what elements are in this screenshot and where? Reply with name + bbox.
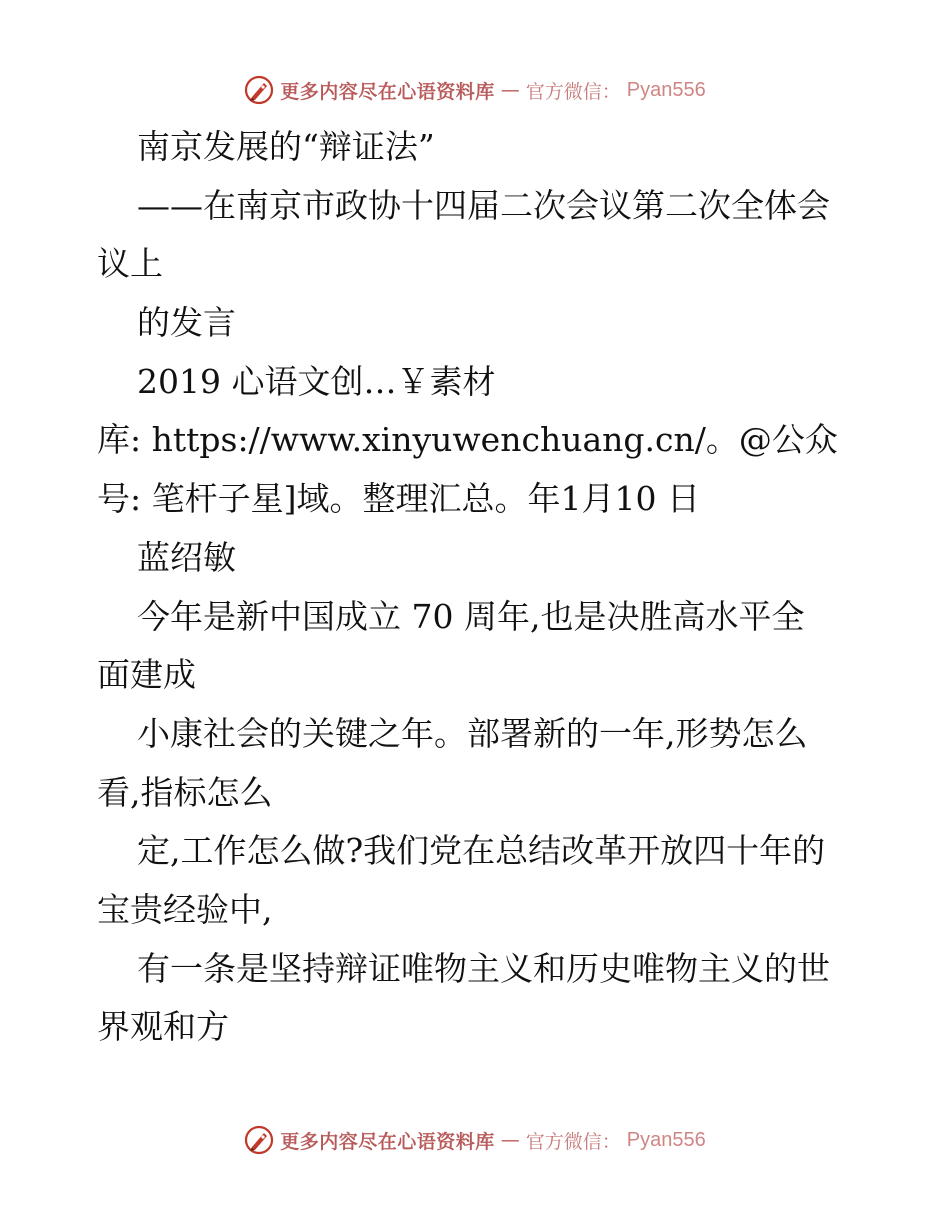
pen-logo-icon <box>244 1125 274 1155</box>
banner-text: 更多内容尽在心语资料库 <box>280 80 495 103</box>
text-line: 蓝绍敏 <box>137 537 236 577</box>
banner-wechat-label: 官方微信： <box>525 1130 621 1153</box>
text-line: 议上 <box>97 244 163 284</box>
text-line: 小康社会的关键之年。部署新的一年,形势怎么 <box>137 713 808 753</box>
text-line: 看,指标怎么 <box>97 772 273 812</box>
text-line: 的发言 <box>137 303 236 343</box>
text-line: 库: https://www.xinyuwenchuang.cn/。@公众 <box>97 420 838 460</box>
text-line: 今年是新中国成立 70 周年,也是决胜高水平全 <box>137 596 805 636</box>
banner-separator: — <box>500 1129 520 1151</box>
text-line: 号: 笔杆子星]域。整理汇总。年1月10 日 <box>97 479 700 519</box>
footer-banner <box>0 1120 950 1160</box>
text-line: 宝贵经验中, <box>97 889 273 929</box>
text-line: 面建成 <box>97 655 196 695</box>
banner-wechat-label: 官方微信： <box>525 80 621 103</box>
banner-inner <box>244 1125 706 1155</box>
text-line: 有一条是坚持辩证唯物主义和历史唯物主义的世 <box>137 948 830 988</box>
text-line: 南京发展的“辩证法” <box>137 127 435 166</box>
banner-wechat-id: Pyan556 <box>626 78 706 101</box>
document-body <box>97 118 857 1057</box>
header-banner <box>0 70 950 110</box>
text-line: 界观和方 <box>97 1007 229 1047</box>
banner-separator: — <box>500 79 520 101</box>
text-line: 定,工作怎么做?我们党在总结改革开放四十年的 <box>137 831 826 871</box>
banner-text: 更多内容尽在心语资料库 <box>280 1130 495 1153</box>
text-line: ——在南京市政协十四届二次会议第二次全体会 <box>137 185 830 225</box>
banner-inner <box>244 75 706 105</box>
pen-logo-icon <box>244 75 274 105</box>
banner-wechat-id: Pyan556 <box>626 1128 706 1151</box>
text-line: 2019 心语文创…￥素材 <box>137 361 496 401</box>
